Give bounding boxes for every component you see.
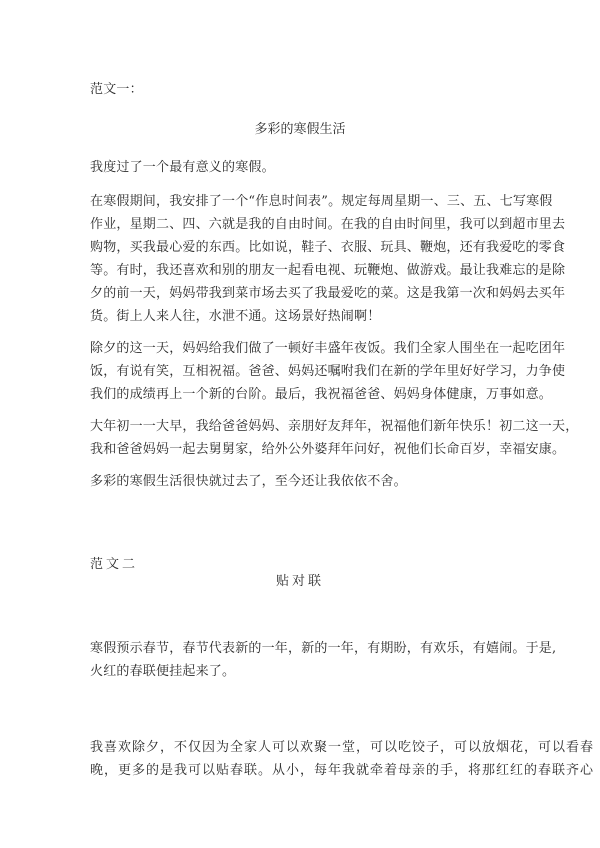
paragraph-line: 夕的前一天，妈妈带我到菜市场去买了我最爱吃的菜。这是我第一次和妈妈去买年 [90, 286, 566, 301]
paragraph-line: 寒假预示春节，春节代表新的一年，新的一年，有期盼，有欢乐，有嬉闹。于是, [90, 641, 557, 656]
paragraph-line: 购物，买我最心爱的东西。比如说，鞋子、衣服、玩具、鞭炮，还有我爱吃的零食 [90, 240, 566, 255]
essay1-label: 范文一： [90, 82, 143, 97]
paragraph-line: 火红的春联便挂起来了。 [90, 664, 236, 679]
essay2-label: 范文二 [90, 557, 139, 572]
paragraph-line: 在寒假期间，我安排了一个“作息时间表”。规定每周星期一、三、五、七写寒假 [90, 194, 553, 209]
paragraph-line: 我喜欢除夕，不仅因为全家人可以欢聚一堂，可以吃饺子，可以放烟花，可以看春 [90, 740, 595, 755]
essay1-title: 多彩的寒假生活 [254, 122, 346, 137]
paragraph-line: 等。有时，我还喜欢和别的朋友一起看电视、玩鞭炮、做游戏。最让我难忘的是除 [90, 263, 566, 278]
essay2-title: 贴对联 [275, 574, 324, 589]
essay1-intro: 我度过了一个最有意义的寒假。 [90, 160, 275, 175]
paragraph-line: 货。街上人来人往，水泄不通。这场景好热闹啊！ [90, 309, 381, 324]
essay1-closing: 多彩的寒假生活很快就过去了，至今还让我依依不舍。 [90, 474, 407, 489]
paragraph-line: 除夕的这一天，妈妈给我们做了一顿好丰盛年夜饭。我们全家人围坐在一起吃团年 [90, 341, 566, 356]
paragraph-line: 晚，更多的是我可以贴春联。从小，每年我就牵着母亲的手，将那红红的春联齐心 [90, 763, 595, 778]
paragraph-line: 我们的成绩再上一个新的台阶。最后，我祝福爸爸、妈妈身体健康，万事如意。 [90, 387, 553, 402]
paragraph-line: 作业，星期二、四、六就是我的自由时间。在我的自由时间里，我可以到超市里去 [90, 217, 566, 232]
paragraph-line: 大年初一一大早，我给爸爸妈妈、亲朋好友拜年，祝福他们新年快乐！初二这一天， [90, 419, 579, 434]
paragraph-line: 饭，有说有笑，互相祝福。爸爸、妈妈还嘱咐我们在新的学年里好好学习，力争使 [90, 364, 566, 379]
paragraph-line: 我和爸爸妈妈一起去舅舅家，给外公外婆拜年问好，祝他们长命百岁，幸福安康。 [90, 442, 566, 457]
